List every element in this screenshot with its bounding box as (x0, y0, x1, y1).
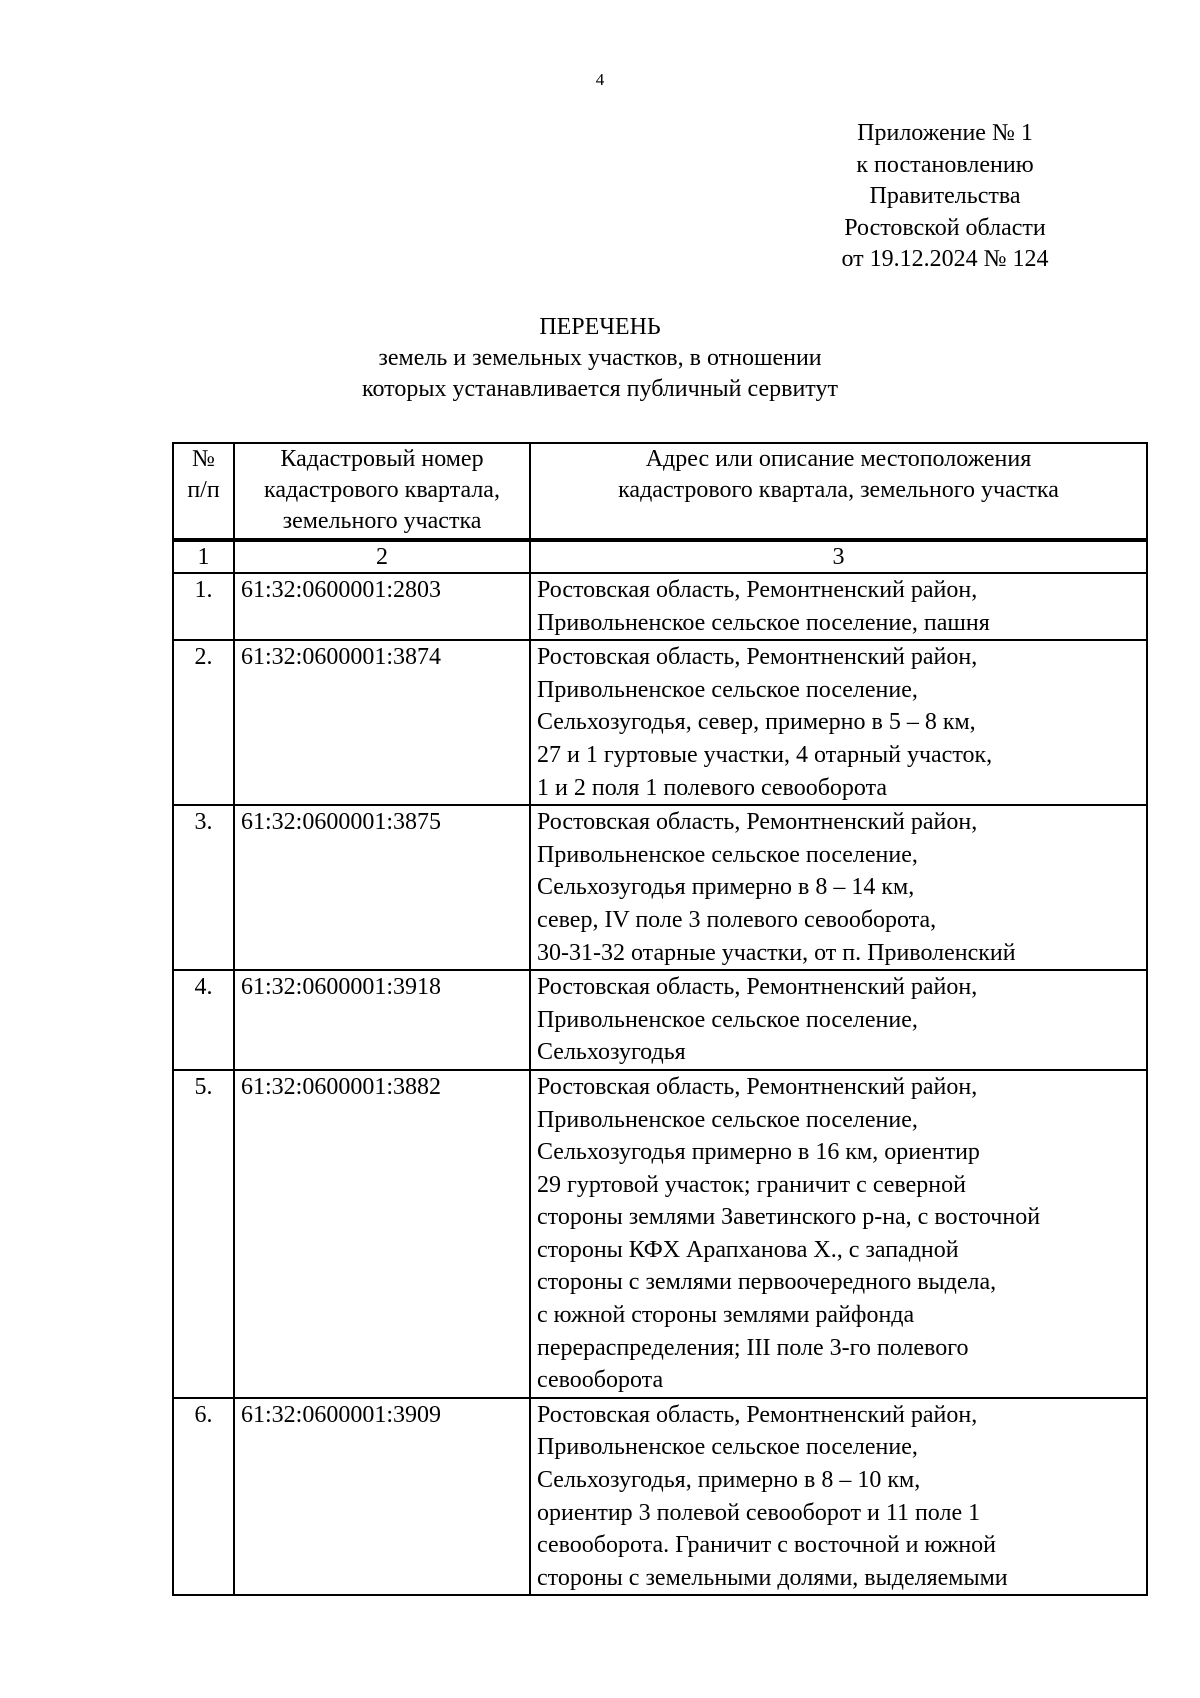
address-line: Ростовская область, Ремонтненский район, (537, 1401, 978, 1428)
header-line: кадастрового квартала, (264, 477, 500, 503)
address-line: перераспределения; III поле 3-го полевого (537, 1334, 969, 1361)
row-number: 3. (173, 805, 234, 970)
address-description (530, 1070, 1147, 1398)
address-line: север, IV поле 3 полевого севооборота, (537, 906, 937, 933)
column-number-row (173, 540, 1147, 573)
table-header-row (173, 443, 1147, 540)
row-number: 5. (173, 1070, 234, 1398)
address-line: Ростовская область, Ремонтненский район, (537, 644, 978, 671)
row-number: 1. (173, 573, 234, 640)
address-line: Привольненское сельское поселение, (537, 1106, 918, 1133)
address-line: севооборота (537, 1367, 664, 1394)
header-cadastral-number (234, 443, 530, 540)
table-row (173, 640, 1147, 805)
row-number: 2. (173, 640, 234, 805)
row-number: 4. (173, 970, 234, 1070)
address-line: Сельхозугодья примерно в 16 км, ориентир (537, 1139, 980, 1166)
cadastral-number: 61:32:0600001:3882 (234, 1070, 530, 1398)
address-description (530, 805, 1147, 970)
address-line: 30-31-32 отарные участки, от п. Приволенский (537, 939, 1016, 966)
document-title (0, 312, 1200, 405)
address-description (530, 573, 1147, 640)
header-line: № (192, 446, 215, 472)
address-line: Привольненское сельское поселение, (537, 1006, 918, 1033)
cadastral-number: 61:32:0600001:3918 (234, 970, 530, 1070)
address-line: Привольненское сельское поселение, (537, 841, 918, 868)
address-line: стороны с земельными долями, выделяемыми (537, 1564, 1008, 1591)
address-line: Привольненское сельское поселение, (537, 676, 918, 703)
appendix-line: от 19.12.2024 № 124 (841, 246, 1049, 272)
table-row (173, 1070, 1147, 1398)
address-line: Сельхозугодья примерно в 8 – 14 км, (537, 874, 915, 901)
appendix-line: Ростовской области (844, 214, 1046, 241)
header-line: земельного участка (282, 508, 482, 534)
row-number: 6. (173, 1398, 234, 1596)
address-line: стороны землями Заветинского р-на, с восточной (537, 1204, 1041, 1231)
table-row (173, 1398, 1147, 1596)
address-description (530, 640, 1147, 805)
address-line: стороны КФХ Арапханова Х., с западной (537, 1236, 959, 1263)
page-number: 4 (595, 70, 605, 89)
address-line: ориентир 3 полевой севооборот и 11 поле 1 (537, 1499, 981, 1526)
table-row (173, 970, 1147, 1070)
land-plots-table (172, 442, 1148, 1596)
address-line: севооборота. Граничит с восточной и южной (537, 1532, 997, 1559)
column-number: 2 (234, 540, 530, 573)
address-line: стороны с землями первоочередного выдела, (537, 1269, 997, 1296)
address-line: с южной стороны землями райфонда (537, 1302, 915, 1329)
address-line: Сельхозугодья, север, примерно в 5 – 8 км, (537, 709, 976, 736)
appendix-line: Правительства (869, 183, 1021, 209)
address-line: 29 гуртовой участок; граничит с северной (537, 1171, 966, 1198)
cadastral-number: 61:32:0600001:2803 (234, 573, 530, 640)
address-line: Ростовская область, Ремонтненский район, (537, 809, 978, 836)
column-number: 1 (173, 540, 234, 573)
header-line: Кадастровый номер (280, 446, 484, 472)
address-description (530, 1398, 1147, 1596)
appendix-line: к постановлению (856, 151, 1034, 178)
appendix-block (790, 118, 1100, 276)
address-line: Ростовская область, Ремонтненский район, (537, 1073, 978, 1100)
title-subtitle-line: которых устанавливается публичный сервитут (362, 376, 838, 402)
appendix-line: Приложение № 1 (857, 120, 1033, 146)
address-line: Сельхозугодья, примерно в 8 – 10 км, (537, 1467, 921, 1494)
address-line: Ростовская область, Ремонтненский район, (537, 577, 978, 603)
cadastral-number: 61:32:0600001:3875 (234, 805, 530, 970)
cadastral-number: 61:32:0600001:3909 (234, 1398, 530, 1596)
address-description (530, 970, 1147, 1070)
title-subtitle-line: земель и земельных участков, в отношении (378, 345, 822, 371)
address-line: 1 и 2 поля 1 полевого севооборота (537, 774, 888, 801)
header-number (173, 443, 234, 540)
address-line: Сельхозугодья (537, 1039, 686, 1066)
title-heading: ПЕРЕЧЕНЬ (539, 314, 661, 340)
address-line: Привольненское сельское поселение, пашня (537, 609, 990, 636)
table-row (173, 573, 1147, 640)
address-line: Ростовская область, Ремонтненский район, (537, 974, 978, 1001)
table-row (173, 805, 1147, 970)
address-line: 27 и 1 гуртовые участки, 4 отарный участок, (537, 741, 993, 768)
header-line: п/п (187, 477, 220, 503)
column-number: 3 (530, 540, 1147, 573)
header-address (530, 443, 1147, 540)
header-line: Адрес или описание местоположения (645, 446, 1032, 472)
header-line: кадастрового квартала, земельного участка (618, 477, 1059, 503)
cadastral-number: 61:32:0600001:3874 (234, 640, 530, 805)
address-line: Привольненское сельское поселение, (537, 1434, 918, 1461)
